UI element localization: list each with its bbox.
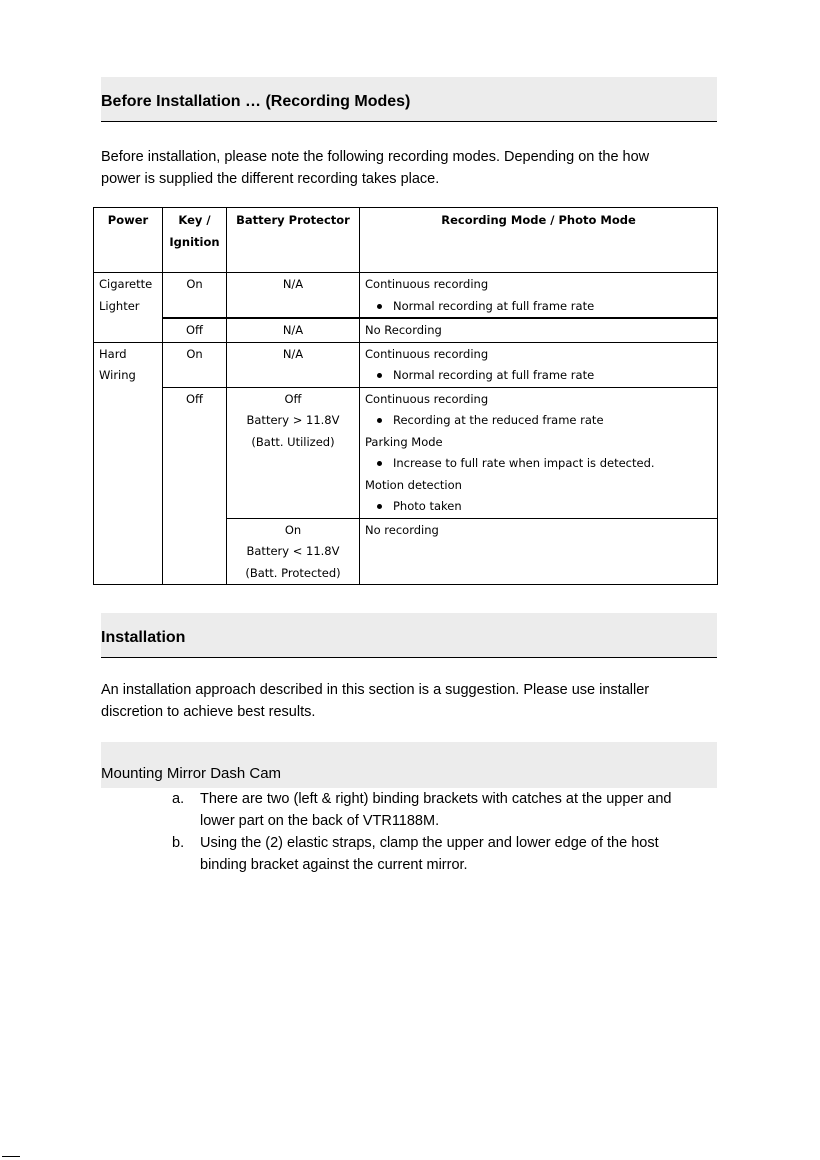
table-row [94,342,718,387]
mode-cell: No recording [360,518,718,585]
key-cell: On [163,273,227,319]
intro-paragraph: Before installation, please note the following recording modes. Depending on the how power is supplied the different recording takes place. [101,149,650,187]
recording-modes-table [93,207,718,585]
battery-cell: N/A [227,318,360,342]
list-item: Normal recording at full frame rate [365,365,712,387]
battery-cell: N/A [227,273,360,319]
section-heading-recording-modes [101,77,717,122]
list-item: Normal recording at full frame rate [365,296,712,318]
step-marker: a. [172,791,185,807]
header-key-ignition: Key / Ignition [163,208,227,273]
header-recording-mode: Recording Mode / Photo Mode [360,208,718,273]
mounting-steps [172,788,702,876]
list-item: Recording at the reduced frame rate [365,410,712,432]
key-cell: On [163,342,227,387]
battery-cell: On Battery < 11.8V (Batt. Protected) [227,518,360,585]
battery-cell: N/A [227,342,360,387]
table-row [94,318,718,342]
installation-paragraph: An installation approach described in this section is a suggestion. Please use installer discretion to achieve best results. [101,682,650,720]
section-subtitle: Mounting Mirror Dash Cam [101,765,282,782]
table-row [94,273,718,319]
step-marker: b. [172,835,185,851]
header-battery-protector: Battery Protector [227,208,360,273]
page-corner-mark [2,1156,20,1157]
mode-cell: Continuous recording Normal recording at full frame rate [360,273,718,319]
list-item: b. Using the (2) elastic straps, clamp the upper and lower edge of the host binding bracket against the current mirror. [172,832,702,876]
list-item: Increase to full rate when impact is detected. [365,453,712,475]
key-cell: Off [163,387,227,585]
header-power: Power [94,208,163,273]
section-heading-mounting [101,742,717,788]
mode-cell: No Recording [360,318,718,342]
section-heading-installation [101,613,717,658]
key-cell: Off [163,318,227,342]
battery-cell: Off Battery > 11.8V (Batt. Utilized) [227,387,360,518]
table-row [94,387,718,518]
mode-cell: Continuous recording Normal recording at full frame rate [360,342,718,387]
list-item: Photo taken [365,496,712,518]
section-title: Before Installation … (Recording Modes) [101,93,411,110]
power-hard-wiring: Hard Wiring [94,342,163,585]
mode-cell: Continuous recording Recording at the reduced frame rate Parking Mode Increase to full rate when impact is detected. Motion detection Photo taken [360,387,718,518]
list-item: a. There are two (left & right) binding brackets with catches at the upper and lower part on the back of VTR1188M. [172,788,702,832]
power-cigarette-lighter: Cigarette Lighter [94,273,163,343]
section-title: Installation [101,629,186,646]
table-header-row [94,208,718,273]
